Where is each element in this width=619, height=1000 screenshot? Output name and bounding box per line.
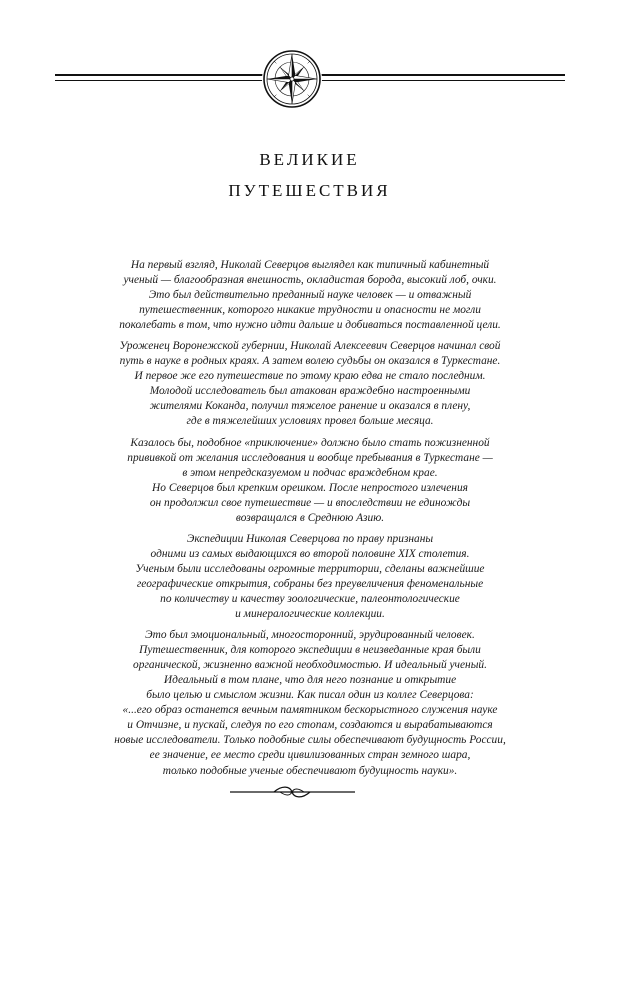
text-line: жителями Коканда, получил тяжелое ранение и оказался в плену,: [149, 400, 471, 413]
text-line: географические открытия, собраны без преувеличения феноменальные: [136, 577, 484, 590]
text-line: он продолжил свое путешествие — и впоследствии не единожды: [149, 496, 471, 509]
text-line: Ученым были исследованы огромные территории, сделаны важнейшие: [135, 562, 485, 575]
text-line: где в тяжелейших условиях провел больше месяца.: [186, 415, 434, 428]
paragraph-1: [70, 258, 550, 333]
paragraph-2: [70, 339, 550, 429]
text-line: было целью и смыслом жизни. Как писал один из коллег Северцова:: [146, 689, 474, 702]
text-line: «...его образ останется вечным памятником бескорыстного служения науке: [122, 704, 498, 717]
flourish-divider-icon: [230, 786, 355, 798]
text-line: Казалось бы, подобное «приключение» должно было стать пожизненной: [130, 436, 490, 449]
text-line: Это был действительно преданный науке человек — и отважный: [148, 289, 472, 302]
text-line: Экспедиции Николая Северцова по праву признаны: [186, 532, 434, 545]
text-line: И первое же его путешествие по этому краю едва не стало последним.: [134, 370, 486, 383]
body-text: [70, 258, 550, 785]
text-line: по количеству и качеству зоологические, палеонтологические: [160, 592, 460, 605]
text-line: путь в науке в родных краях. А затем волею судьбы он оказался в Туркестане.: [119, 355, 501, 368]
text-line: Уроженец Воронежской губернии, Николай Алексеевич Северцов начинал свой: [119, 340, 501, 353]
compass-rose-icon: [262, 49, 322, 109]
paragraph-5: [70, 628, 550, 778]
page-title-line-1: ВЕЛИКИЕ: [259, 150, 360, 169]
text-line: одними из самых выдающихся во второй половине XIX столетия.: [150, 547, 470, 560]
text-line: в этом непредсказуемом и подчас враждебном крае.: [182, 466, 438, 479]
paragraph-3: [70, 436, 550, 526]
text-line: прививкой от желания исследования и вообще пребывания в Туркестане —: [127, 451, 493, 464]
text-line: поколебать в том, что нужно идти дальше и добиваться поставленной цели.: [119, 319, 501, 332]
text-line: Путешественник, для которого экспедиции в неизведанные края были: [139, 644, 481, 657]
text-line: только подобные ученые обеспечивают будущность науки».: [162, 764, 458, 777]
page-title-line-2: ПУТЕШЕСТВИЯ: [228, 181, 391, 200]
text-line: ее значение, ее место среди цивилизованных стран земного шара,: [149, 749, 471, 762]
text-line: возвращался в Среднюю Азию.: [235, 511, 385, 524]
text-line: Это был эмоциональный, многосторонний, эрудированный человек.: [145, 629, 475, 642]
text-line: На первый взгляд, Николай Северцов выглядел как типичный кабинетный: [130, 259, 490, 271]
text-line: путешественник, которого никакие трудности и опасности не могли: [139, 304, 481, 317]
text-line: новые исследователи. Только подобные силы обеспечивают будущность России,: [114, 734, 506, 747]
text-line: Но Северцов был крепким орешком. После непростого излечения: [152, 481, 468, 494]
text-line: Молодой исследователь был атакован враждебно настроенными: [149, 385, 471, 398]
text-line: ученый — благообразная внешность, окладистая борода, высокий лоб, очки.: [123, 274, 497, 287]
text-line: и Отчизне, и пускай, следуя по его стопам, создаются и вырабатываются: [127, 719, 493, 732]
text-line: и минералогические коллекции.: [235, 608, 385, 621]
text-line: Идеальный в том плане, что для него познание и открытие: [163, 674, 457, 687]
paragraph-4: [70, 532, 550, 622]
text-line: органической, жизненно важной необходимостью. И идеальный ученый.: [133, 659, 487, 672]
